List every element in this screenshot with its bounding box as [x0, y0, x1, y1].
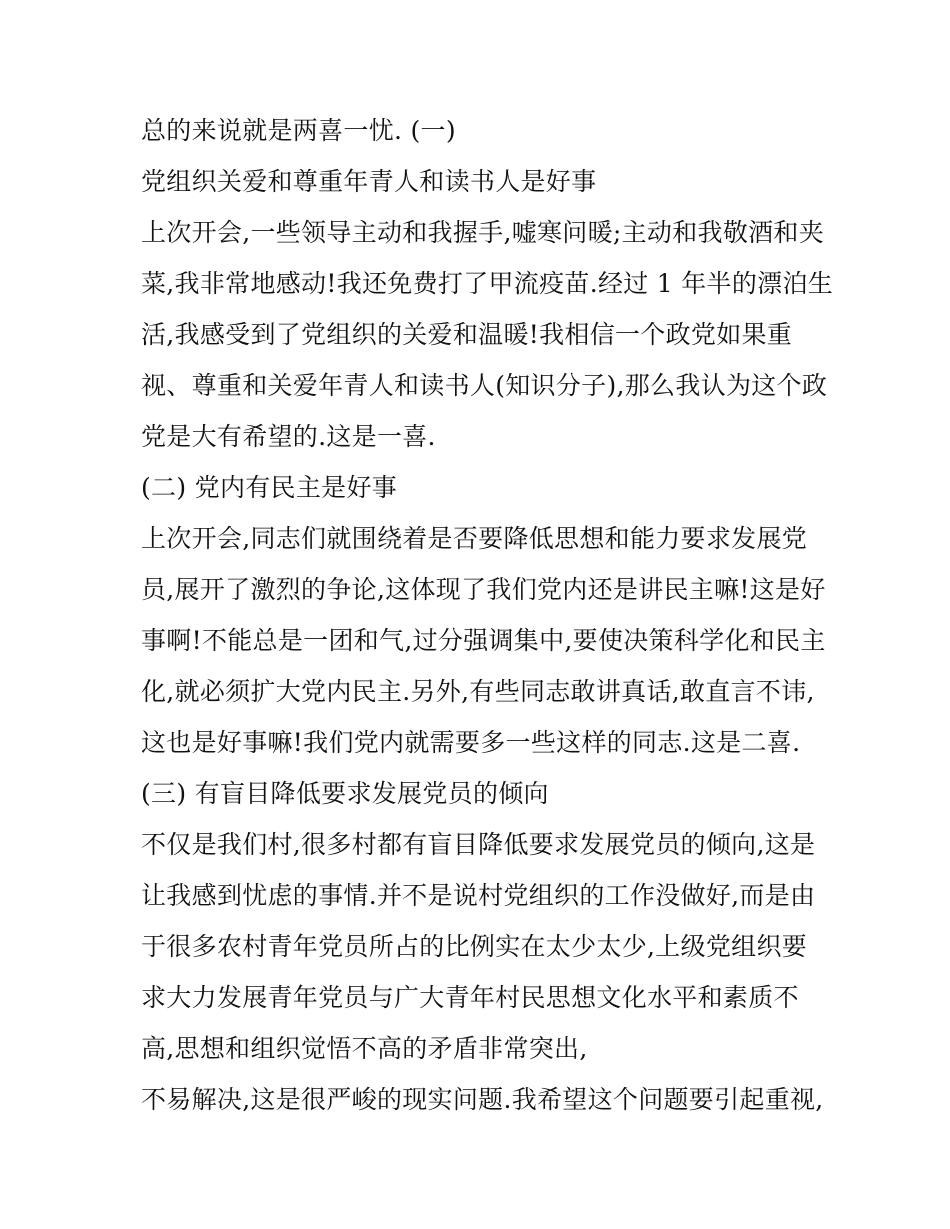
section-heading: (二) 党内有民主是好事	[141, 473, 398, 502]
text-line: 于很多农村青年党员所占的比例实在太少太少,上级党组织要	[141, 932, 808, 961]
text-line: 总的来说就是两喜一忧. (一)	[141, 116, 456, 145]
text-line: 视、尊重和关爱年青人和读书人(知识分子),那么我认为这个政	[141, 371, 828, 400]
text-line: 求大力发展青年党员与广大青年村民思想文化水平和素质不	[141, 983, 799, 1012]
text-line: 菜,我非常地感动!我还免费打了甲流疫苗.经过 1 年半的漂泊生	[141, 269, 834, 298]
document-body	[141, 105, 834, 1125]
section-heading: 党组织关爱和尊重年青人和读书人是好事	[141, 167, 597, 196]
text-line: 党是大有希望的.这是一喜.	[141, 422, 436, 451]
text-line: 这也是好事嘛!我们党内就需要多一些这样的同志.这是二喜.	[141, 728, 801, 757]
text-line: 不仅是我们村,很多村都有盲目降低要求发展党员的倾向,这是	[141, 830, 816, 859]
text-line: 员,展开了激烈的争论,这体现了我们党内还是讲民主嘛!这是好	[141, 575, 826, 604]
text-line: 高,思想和组织觉悟不高的矛盾非常突出,	[141, 1034, 588, 1063]
text-line: 让我感到忧虑的事情.并不是说村党组织的工作没做好,而是由	[141, 881, 816, 910]
text-line: 不易解决,这是很严峻的现实问题.我希望这个问题要引起重视,	[141, 1085, 824, 1114]
text-line: 事啊!不能总是一团和气,过分强调集中,要使决策科学化和民主	[141, 626, 826, 655]
text-line: 上次开会,一些领导主动和我握手,嘘寒问暖;主动和我敬酒和夹	[141, 218, 825, 247]
text-line: 上次开会,同志们就围绕着是否要降低思想和能力要求发展党	[141, 524, 808, 553]
section-heading: (三) 有盲目降低要求发展党员的倾向	[141, 779, 549, 808]
text-line: 活,我感受到了党组织的关爱和温暖!我相信一个政党如果重	[141, 320, 793, 349]
text-line: 化,就必须扩大党内民主.另外,有些同志敢讲真话,敢直言不讳,	[141, 677, 815, 706]
